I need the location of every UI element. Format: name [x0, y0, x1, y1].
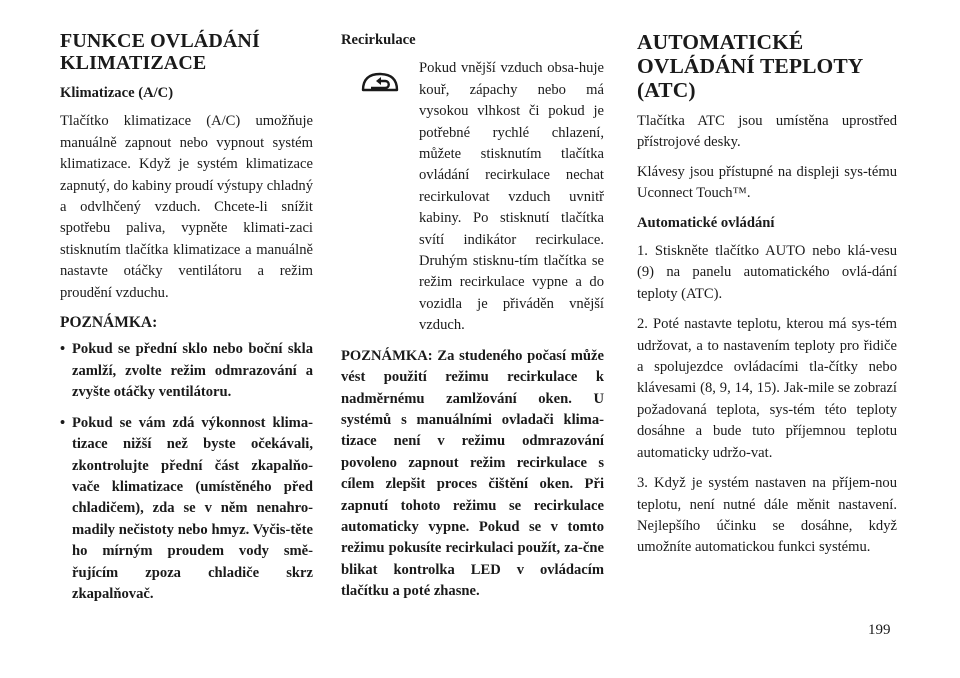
page-number: 199	[868, 622, 891, 638]
note-bullet-text: Pokud se vám zdá výkonnost klima-tizace nižší než byste očekávali, zkontrolujte přední část zkapalňo-vače klimatizace (umístěného před chladičem), zda se v něm nenahro-madily nečistoty nebo hmyz. Vyčis-těte ho mírným proudem vody smě-řujícím zpoza chladiče skrz zkapalňovač.	[72, 414, 313, 602]
atc-paragraph-1: Tlačítka ATC jsou umístěna uprostřed přístrojové desky.	[637, 113, 897, 151]
subsection-title-recirculation: Recirkulace	[341, 32, 416, 48]
note-heading: POZNÁMKA:	[60, 314, 158, 332]
recirculation-block	[341, 58, 604, 336]
column-left	[60, 30, 313, 614]
subsection-title-automatic: Automatické ovládání	[637, 214, 775, 231]
subsection-title-ac: Klimatizace (A/C)	[60, 85, 174, 101]
column-right	[637, 30, 897, 568]
note-bullet-item	[60, 413, 313, 606]
section-title-atc: AUTOMATICKÉ OVLÁDÁNÍ TEPLOTY (ATC)	[637, 30, 863, 102]
ac-paragraph: Tlačítko klimatizace (A/C) umožňuje manuálně zapnout nebo vypnout systém klimatizace. Když je systém klimatizace zapnutý, do kabiny proudí výstupy chladný a odvlhčený vzduch. Chcete-li snížit spotřebu paliva, vypněte klimati-zaci stisknutím tlačítka klimatizace a manuálně nastavte otáčky ventilátoru a režim proudění vzduchu.	[60, 113, 313, 301]
numbered-step: 2. Poté nastavte teplotu, kterou má sys-tém udržovat, a to nastavením teploty pro řidiče a spolujezdce ovládacími tla-čítky nebo klávesami (8, 9, 14, 15). Jak-mile se zobrazí požadovaná teplota, sys-tém této teploty dosáhne a bude tuto příjemnou teplotu automaticky udržo-vat.	[637, 316, 897, 461]
column-middle	[341, 30, 604, 611]
recirculation-icon	[341, 58, 419, 144]
section-title-climate-control: FUNKCE OVLÁDÁNÍ KLIMATIZACE	[60, 30, 260, 74]
note-bullet-list	[60, 339, 313, 605]
numbered-step: 3. Když je systém nastaven na příjem-nou teplotu, není nutné dále měnit nastavení. Nejlepšího účinku se dosáhne, když umožníte automatickou funkci systému.	[637, 475, 897, 556]
recirculation-paragraph: Pokud vnější vzduch obsa-huje kouř, zápachy nebo má vysokou vlhkost či pokud je potřebné rychlé chlazení, můžete stisknutím tlačítka ovládání recirkulace nechat recirkulovat vzduch uvnitř kabiny. Po stisknutí tlačítka svítí indikátor recirkulace. Druhým stisknu-tím tlačítka se režim recirkulace vypne a do vozidla je přiváděn vnější vzduch.	[419, 60, 604, 334]
bullet-marker: •	[60, 414, 66, 431]
recirculation-note: POZNÁMKA: Za studeného počasí může vést použití režimu recirkulace k nadměrnému zamlžování oken. U systémů s manuálními ovladači klima-tizace není v režimu odmrazování povoleno zapnout režim recirkulace s cílem zlepšit proces čištění oken. Při zapnutí tohoto režimu se recirkulace automaticky vypne. Pokud se v tomto režimu pokusíte recirkulaci použít, za-čne blikat kontrolka LED v ovládacím tlačítku a poté zhasne.	[341, 347, 604, 600]
note-bullet-item	[60, 339, 313, 403]
bullet-marker: •	[60, 341, 66, 358]
atc-paragraph-2: Klávesy jsou přístupné na displeji sys-tému Uconnect Touch™.	[637, 163, 897, 202]
note-bullet-text: Pokud se přední sklo nebo boční skla zamlží, zvolte režim odmrazování a zvyšte otáčky ventilátoru.	[72, 341, 313, 401]
numbered-step: 1. Stiskněte tlačítko AUTO nebo klá-vesu (9) na panelu automatického ovlá-dání teploty (ATC).	[637, 243, 897, 302]
